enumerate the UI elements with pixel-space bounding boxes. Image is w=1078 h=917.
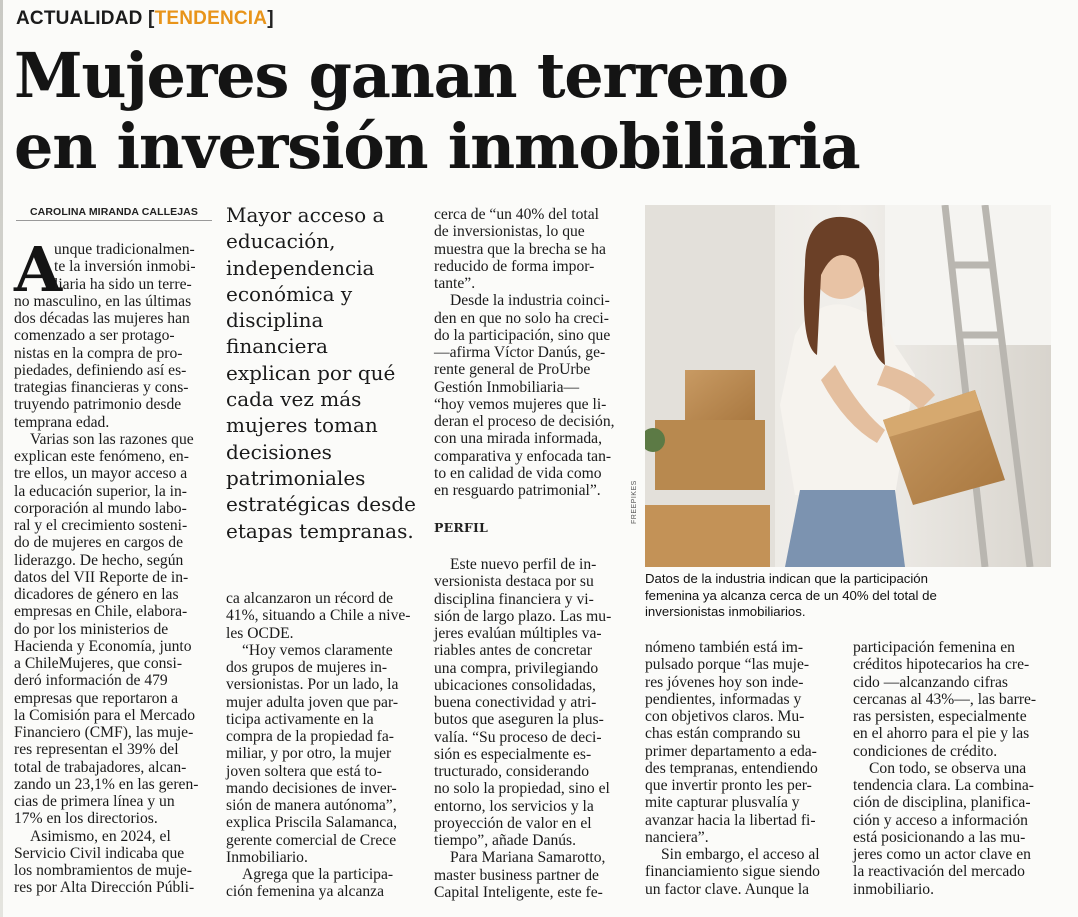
body-text-line: jeres como un actor clave en (853, 846, 1031, 863)
body-column-2 (226, 590, 422, 901)
pull-quote-line: financiera (226, 334, 328, 359)
body-text-line: entorno, los servicios y la (434, 797, 594, 815)
body-text-line: ticipa activamente en la (226, 710, 374, 728)
body-text-line: Agrega que la participa- (242, 866, 394, 883)
body-text-line: Financiero (CMF), las muje- (14, 724, 194, 741)
body-text-line: rente general de ProUrbe (434, 361, 591, 379)
section-subhead-perfil: PERFIL (434, 520, 489, 535)
body-text-line: ral y el crecimiento sosteni- (14, 517, 188, 534)
body-text-line: no masculino, en las últimas (14, 292, 192, 310)
body-text-line: “hoy vemos mujeres que li- (434, 395, 607, 413)
body-text-line: con una mirada informada, (434, 430, 602, 448)
body-text-line: des tempranas, entendiendo (645, 759, 818, 777)
body-text-line: tructurado, considerando (434, 763, 590, 780)
pull-quote-line: educación, (226, 229, 336, 254)
body-text-line: Inmobiliario. (226, 848, 308, 866)
body-text-line: pendientes, informadas y (645, 690, 802, 708)
body-text-line: jeres evalúan múltiples va- (434, 625, 602, 642)
body-text-line: res representan el 39% del (14, 741, 179, 759)
body-text-line: disciplina financiera y vi- (434, 590, 594, 608)
caption-line: femenina ya alcanza cerca de un 40% del total de (645, 587, 937, 603)
body-text-line: participación femenina en (853, 639, 1015, 656)
body-text-line: mujer adulta joven que par- (226, 693, 399, 711)
body-text-line: primer departamento a eda- (645, 742, 817, 760)
body-text-line: muestra que la brecha se ha (434, 240, 606, 258)
body-text-line: Capital Inteligente, este fe- (434, 883, 603, 901)
body-text-line: tiempo”, añade Danús. (434, 832, 577, 849)
body-text-line: empresas en Chile, elabora- (14, 603, 188, 621)
body-column-3-bottom (434, 556, 630, 901)
bracket-open: [ (148, 8, 155, 29)
body-text-line: —afirma Víctor Danús, ge- (434, 344, 606, 361)
body-text-line: tendencia clara. La combina- (853, 777, 1034, 794)
body-text-line: dos grupos de mujeres in- (226, 659, 388, 676)
pull-quote-line: económica y (226, 281, 353, 306)
body-text-line: do la participación, sino que (434, 326, 611, 344)
body-text-line: explica Priscila Salamanca, (226, 814, 398, 832)
body-text-line: mite capturar plusvalía y (645, 794, 800, 812)
body-text-line: condiciones de crédito. (853, 742, 998, 760)
body-text-line: nistas en la compra de pro- (14, 344, 183, 362)
body-text-line: gerente comercial de Crece (226, 831, 397, 849)
headline (14, 40, 1074, 182)
body-text-line: Desde la industria coinci- (450, 292, 610, 310)
body-text-line: deró información de 479 (14, 672, 168, 690)
body-text-line: truyendo patrimonio desde (14, 396, 182, 414)
body-text-line: res por Alta Dirección Públi- (14, 879, 195, 897)
body-text-line: cercanas al 43%—, las barre- (853, 690, 1037, 708)
body-text-line: mando decisiones de inver- (226, 779, 397, 797)
body-text-line: inmobiliario. (853, 880, 934, 898)
body-text-line: liderazgo. De hecho, según (14, 551, 184, 569)
body-text-line: corporación al mundo labo- (14, 499, 187, 517)
body-text-line: ción de disciplina, planifica- (853, 794, 1031, 812)
body-text-line: cerca de “un 40% del total (434, 206, 599, 223)
body-text-line: créditos hipotecarios ha cre- (853, 656, 1030, 674)
body-text-line: total de trabajadores, alcan- (14, 758, 187, 776)
body-text-line: Con todo, se observa una (869, 759, 1027, 777)
headline-line-2: en inversión inmobiliaria (14, 110, 860, 183)
body-text-line: en resguardo patrimonial”. (434, 482, 601, 499)
caption-line: Datos de la industria indican que la participación (645, 571, 928, 586)
body-text-line: riables antes de concretar (434, 642, 593, 660)
body-text-line: Servicio Civil indicaba que (14, 844, 185, 862)
pull-quote-line: decisiones (226, 439, 332, 464)
article-photo (645, 205, 1051, 567)
body-text-line: dicadores de género en las (14, 586, 179, 603)
body-text-line: Sin embargo, el acceso al (661, 846, 820, 863)
body-text-line: deran el proceso de decisión, (434, 413, 615, 430)
body-text-line: compra de la propiedad fa- (226, 728, 394, 745)
body-text-line: res jóvenes hoy son inde- (645, 673, 804, 691)
body-text-line: ras persisten, especialmente (853, 708, 1027, 725)
body-text-line: que invertir pronto les per- (645, 777, 812, 794)
body-text-line: una compra, privilegiando (434, 659, 599, 677)
body-text-line: la educación superior, la in- (14, 482, 188, 500)
body-text-line: 17% en los directorios. (14, 810, 158, 828)
body-text-line: con objetivos claros. Mu- (645, 708, 805, 725)
body-text-line: miliar, y por otro, la mujer (226, 745, 392, 763)
body-text-line: ubicaciones consolidadas, (434, 676, 596, 694)
body-text-line: dos décadas las mujeres han (14, 310, 190, 327)
body-text-line: cias de primera línea y un (14, 793, 175, 810)
body-text-line: master business partner de (434, 866, 599, 884)
body-text-line: explican este fenómeno, en- (14, 448, 189, 465)
body-text-line: Varias son las razones que (30, 430, 194, 448)
body-column-3-top (434, 206, 630, 499)
body-text-line: versionista destaca por su (434, 573, 594, 591)
body-text-line: zando un 23,1% en las geren- (14, 775, 199, 793)
body-text-line: tre ellos, un mayor acceso a (14, 465, 188, 483)
body-text-line: comenzado a ser protago- (14, 327, 175, 345)
body-text-line: reducido de forma impor- (434, 257, 595, 275)
pull-quote-line: explican por qué (226, 360, 396, 385)
body-text-line: la Comisión para el Mercado (14, 706, 196, 724)
byline-rule (16, 220, 212, 221)
pull-quote-line: disciplina (226, 308, 324, 333)
body-text-line: datos del VII Reporte de in- (14, 568, 189, 586)
body-text-line: buena conectividad y atri- (434, 694, 597, 711)
body-text-line: do por los ministerios de (14, 620, 169, 638)
body-column-4 (645, 639, 841, 898)
body-text-line: tante”. (434, 275, 476, 292)
photo-caption (645, 571, 1055, 621)
body-text-line: Asimismo, en 2024, el (30, 827, 171, 845)
body-text-line: joven soltera que está to- (226, 762, 382, 780)
body-column-5 (853, 639, 1053, 898)
body-text-line: piedades, definiendo así es- (14, 361, 187, 379)
page-edge-shadow (0, 0, 3, 917)
byline: CAROLINA MIRANDA CALLEJAS (30, 206, 198, 218)
body-text-line: a ChileMujeres, que consi- (14, 655, 183, 672)
body-text-line: Gestión Inmobiliaria— (434, 378, 580, 396)
pull-quote-line: mujeres toman (226, 413, 378, 438)
body-text-line: te la inversión inmobi- (54, 258, 196, 276)
body-text-line: un factor clave. Aunque la (645, 880, 810, 898)
body-text-line: Este nuevo perfil de in- (450, 556, 597, 573)
body-text-line: sión de largo plazo. Las mu- (434, 607, 612, 625)
body-text-line: está posicionando a las mu- (853, 828, 1026, 846)
body-text-line: 41%, situando a Chile a nive- (226, 607, 411, 625)
body-text-line: “Hoy vemos claramente (242, 641, 393, 659)
body-text-line: liaria ha sido un terre- (54, 275, 192, 293)
body-text-line: versionistas. Por un lado, la (226, 676, 399, 694)
pull-quote-line: cada vez más (226, 387, 362, 412)
body-text-line: Para Mariana Samarotto, (450, 849, 606, 867)
pull-quote-line: independencia (226, 255, 375, 280)
body-text-line: ción y acceso a información (853, 811, 1028, 829)
body-text-line: pulsado porque “las muje- (645, 656, 810, 674)
body-text-line: nanciera”. (645, 828, 709, 846)
body-column-1 (14, 233, 210, 897)
body-text-line: butos que aseguren la plus- (434, 711, 604, 729)
body-text-line: empresas que reportaron a (14, 689, 179, 707)
pull-quote-line: etapas tempranas. (226, 518, 414, 543)
body-text-line: les OCDE. (226, 624, 294, 642)
body-text-line: Hacienda y Economía, junto (14, 637, 192, 655)
body-text-line: to en calidad de vida como (434, 464, 602, 482)
body-text-line: temprana edad. (14, 413, 110, 431)
caption-line: inversionistas inmobiliarios. (645, 604, 806, 619)
photo-credit: FREEPIKES (631, 480, 638, 524)
body-text-line: trategias financieras y cons- (14, 379, 189, 396)
pull-quote-line: patrimoniales (226, 465, 366, 490)
body-text-line: la reactivación del mercado (853, 863, 1025, 881)
body-text-line: do de mujeres en cargos de (14, 534, 184, 552)
body-text-line: proyección de valor en el (434, 814, 592, 832)
body-text-line: avanzar hacia la libertad fi- (645, 811, 816, 829)
body-text-line: nómeno también está im- (645, 639, 804, 656)
body-text-line: los nombramientos de muje- (14, 862, 192, 879)
pull-quote (226, 202, 420, 544)
body-text-line: sión de manera autónoma”, (226, 797, 397, 814)
section-label: ACTUALIDAD (16, 8, 143, 29)
bracket-close: ] (267, 8, 274, 29)
body-text-line: den en que no solo ha creci- (434, 309, 609, 327)
body-text-line: de inversionistas, lo que (434, 223, 585, 241)
drop-cap: A (14, 233, 63, 306)
body-text-line: chas están comprando su (645, 725, 801, 743)
body-text-line: valía. “Su proceso de deci- (434, 728, 602, 746)
body-text-line: en el ahorro para el pie y las (853, 725, 1030, 743)
body-text-line: financiamiento sigue siendo (645, 863, 820, 881)
woman-holding-box-illustration (645, 205, 1051, 567)
section-tag: TENDENCIA (154, 8, 268, 29)
pull-quote-line: estratégicas desde (226, 492, 416, 517)
body-text-line: ca alcanzaron un récord de (226, 590, 394, 607)
body-text-line: no solo la propiedad, sino el (434, 780, 610, 798)
headline-line-1: Mujeres ganan terreno (14, 39, 788, 112)
body-text-line: cido —alcanzando cifras (853, 673, 1008, 691)
body-text-line: ción femenina ya alcanza (226, 883, 385, 901)
pull-quote-line: Mayor acceso a (226, 203, 385, 227)
body-text-line: sión es especialmente es- (434, 745, 592, 763)
body-text-line: comparativa y enfocada tan- (434, 447, 612, 465)
body-text-line: unque tradicionalmen- (54, 241, 195, 258)
section-kicker (16, 8, 274, 30)
